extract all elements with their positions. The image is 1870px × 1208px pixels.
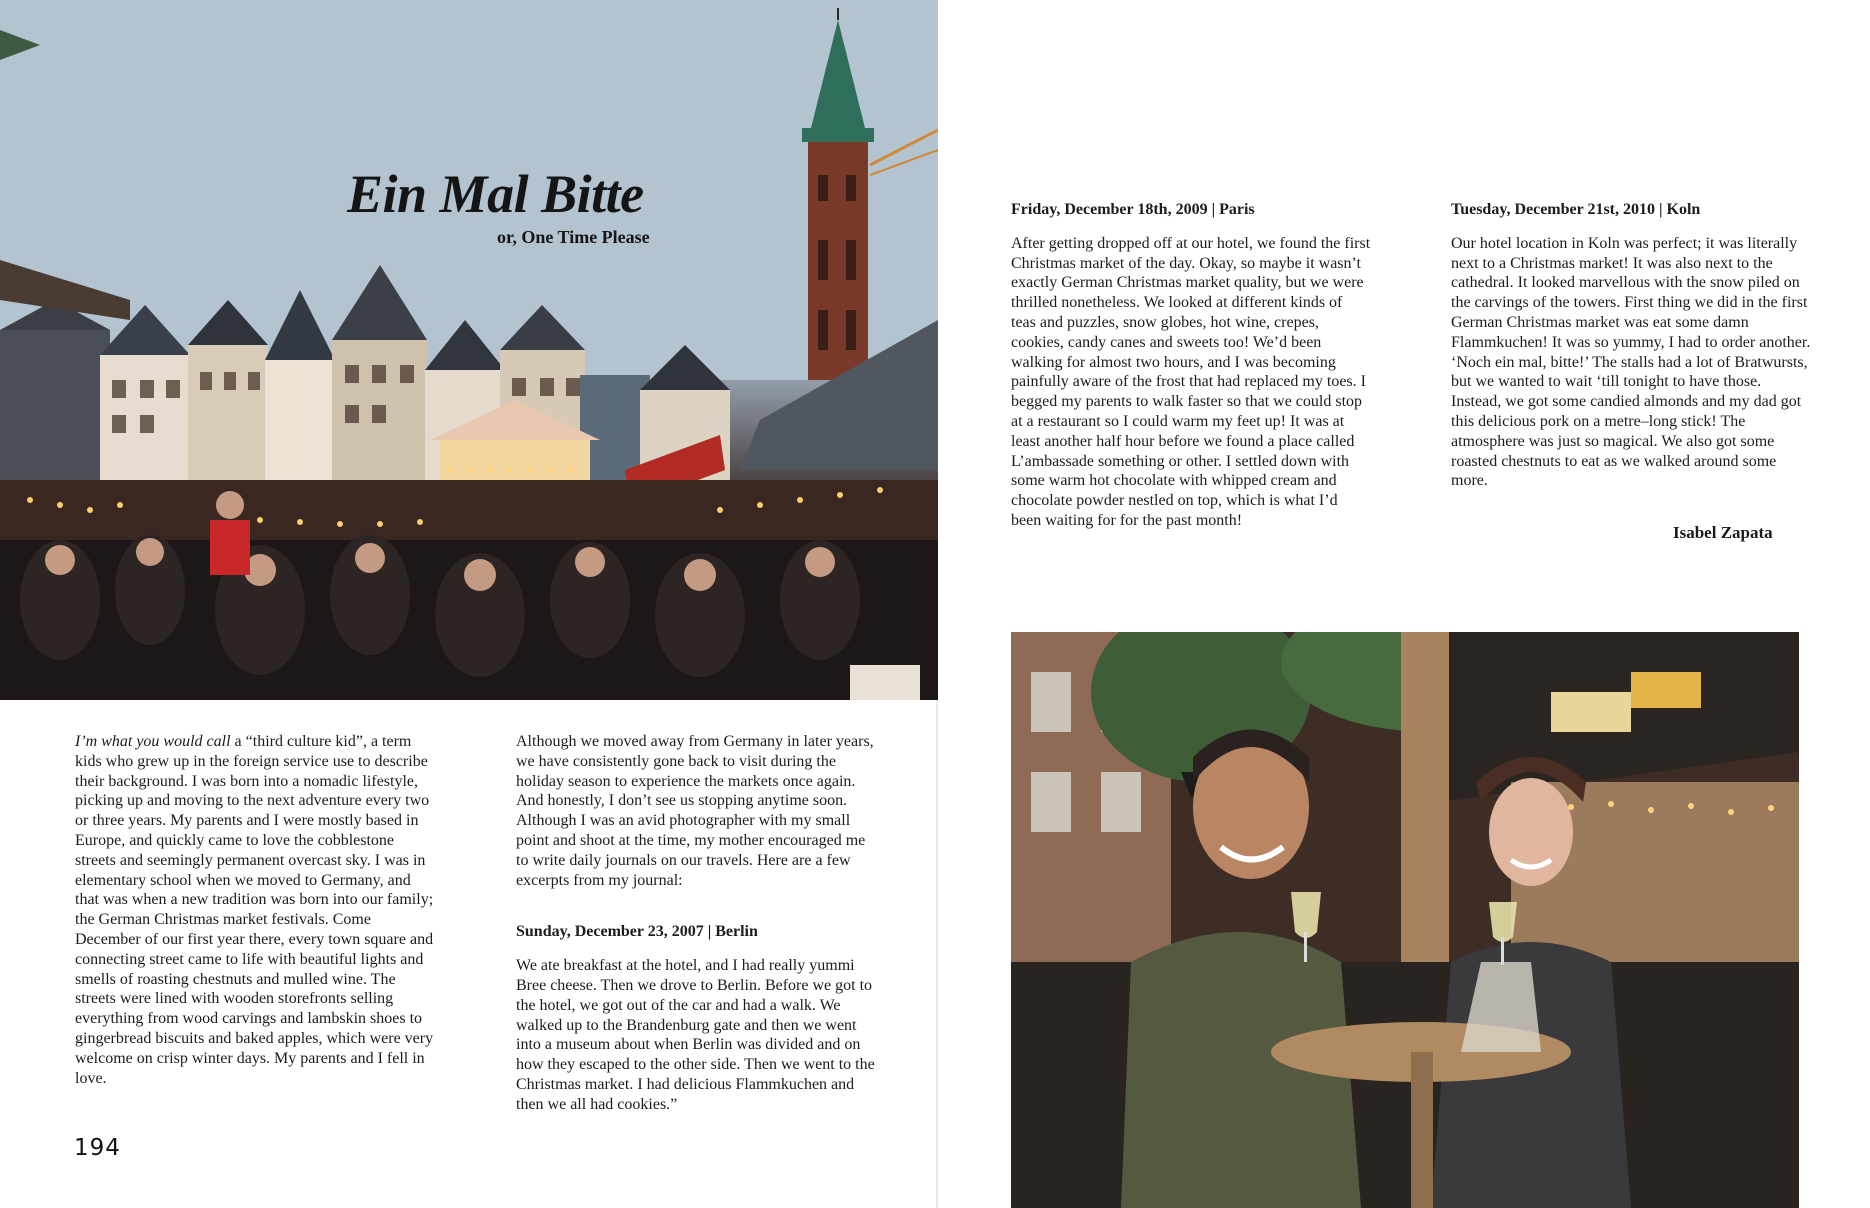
page-number: 194 xyxy=(74,1135,121,1161)
intro-column xyxy=(75,732,435,1088)
column2-paragraph: Although we moved away from Germany in later years, we have consistently gone back to visit during the holiday season to experience the markets once again. And honestly, I don’t see us stopping anytime soon. Although I was an avid photographer with my small point and shoot at the time, my mother encouraged me to write daily journals on our travels. Here are a few excerpts from my journal: xyxy=(516,733,874,889)
journal-entry-text-berlin: We ate breakfast at the hotel, and I had really yummi Bree cheese. Then we drove to Berlin. Before we got to the hotel, we got out of the car and had a walk. We walked up to the Brandenburg gate and then we went into a museum about when Berlin was divided and on how they escaped to the other side. Then we went to the Christmas market. I had delicious Flammkuchen and then we all had cookies.” xyxy=(516,957,875,1113)
journal-entry-text-koln: Our hotel location in Koln was perfect; it was literally next to a Christmas market! It was also next to the cathedral. It looked marvellous with the snow piled on the carvings of the towers. First thing we did in the first German Christmas market was eat some damn Flammkuchen! It was so yummy, I had to order another. ‘Noch ein mal, bitte!’ The stalls had a lot of Bratwursts, but we wanted to wait ‘till tonight to have those. Instead, we got some candied almonds and my dad got this delicious pork on a metre–long stick! The atmosphere was just so magical. We also got some roasted chestnuts to eat as we walked around some more. xyxy=(1451,234,1811,490)
article-title: Ein Mal Bitte xyxy=(347,164,644,224)
third-column xyxy=(1011,200,1371,531)
author-byline: Isabel Zapata xyxy=(1673,523,1773,542)
couple-photo-illustration xyxy=(1011,632,1799,1208)
couple-at-market-photo xyxy=(1011,632,1799,1208)
intro-text: a “third culture kid”, a term kids who grew up in the foreign service use to describe their background. I was born into a nomadic lifestyle, picking up and moving to the next adventure every two or three years. My parents and I were mostly based in Europe, and quickly came to love the cobblestone streets and seemingly permanent overcast sky. I was in elementary school when we moved to Germany, and that was when a new tradition was born into our family; the German Christmas market festivals. Come December of our first year there, every town square and connecting street came to life with beautiful lights and smells of roasting chestnuts and mulled wine. The streets were lined with wooden storefronts selling everything from wood carvings and lambskin shoes to gingerbread biscuits and baked apples, which were very welcome on crisp winter days. My parents and I fell in love. xyxy=(75,733,434,1087)
christmas-market-hero-photo xyxy=(0,0,938,700)
journal-entry-heading-berlin: Sunday, December 23, 2007 | Berlin xyxy=(516,923,758,941)
journal-entry-text-paris: After getting dropped off at our hotel, we found the first Christmas market of the day. Okay, so maybe it wasn’t exactly German Christmas market quality, but we were thrilled nonetheless. We looked at different kinds of teas and puzzles, snow globes, hot wine, crepes, cookies, candy canes and sweets too! We’d been walking for almost two hours, and I was becoming painfully aware of the frost that had replaced my toes. I begged my parents to walk faster so that we could stop at a restaurant so I could warm my feet up! It was at least another half hour before we found a place called L’ambassade something or other. I settled down with some warm hot chocolate with whipped cream and chocolate powder nestled on top, which is what I’d been waiting for for the past month! xyxy=(1011,234,1371,529)
article-subtitle: or, One Time Please xyxy=(497,227,650,247)
second-column xyxy=(516,732,876,1115)
fourth-column xyxy=(1451,200,1811,491)
intro-paragraph xyxy=(75,732,435,1088)
intro-lead: I’m what you would call xyxy=(75,733,231,750)
hero-photo-illustration xyxy=(0,0,938,700)
journal-entry-heading-paris: Friday, December 18th, 2009 | Paris xyxy=(1011,201,1255,218)
journal-entry-heading-koln: Tuesday, December 21st, 2010 | Koln xyxy=(1451,201,1701,218)
